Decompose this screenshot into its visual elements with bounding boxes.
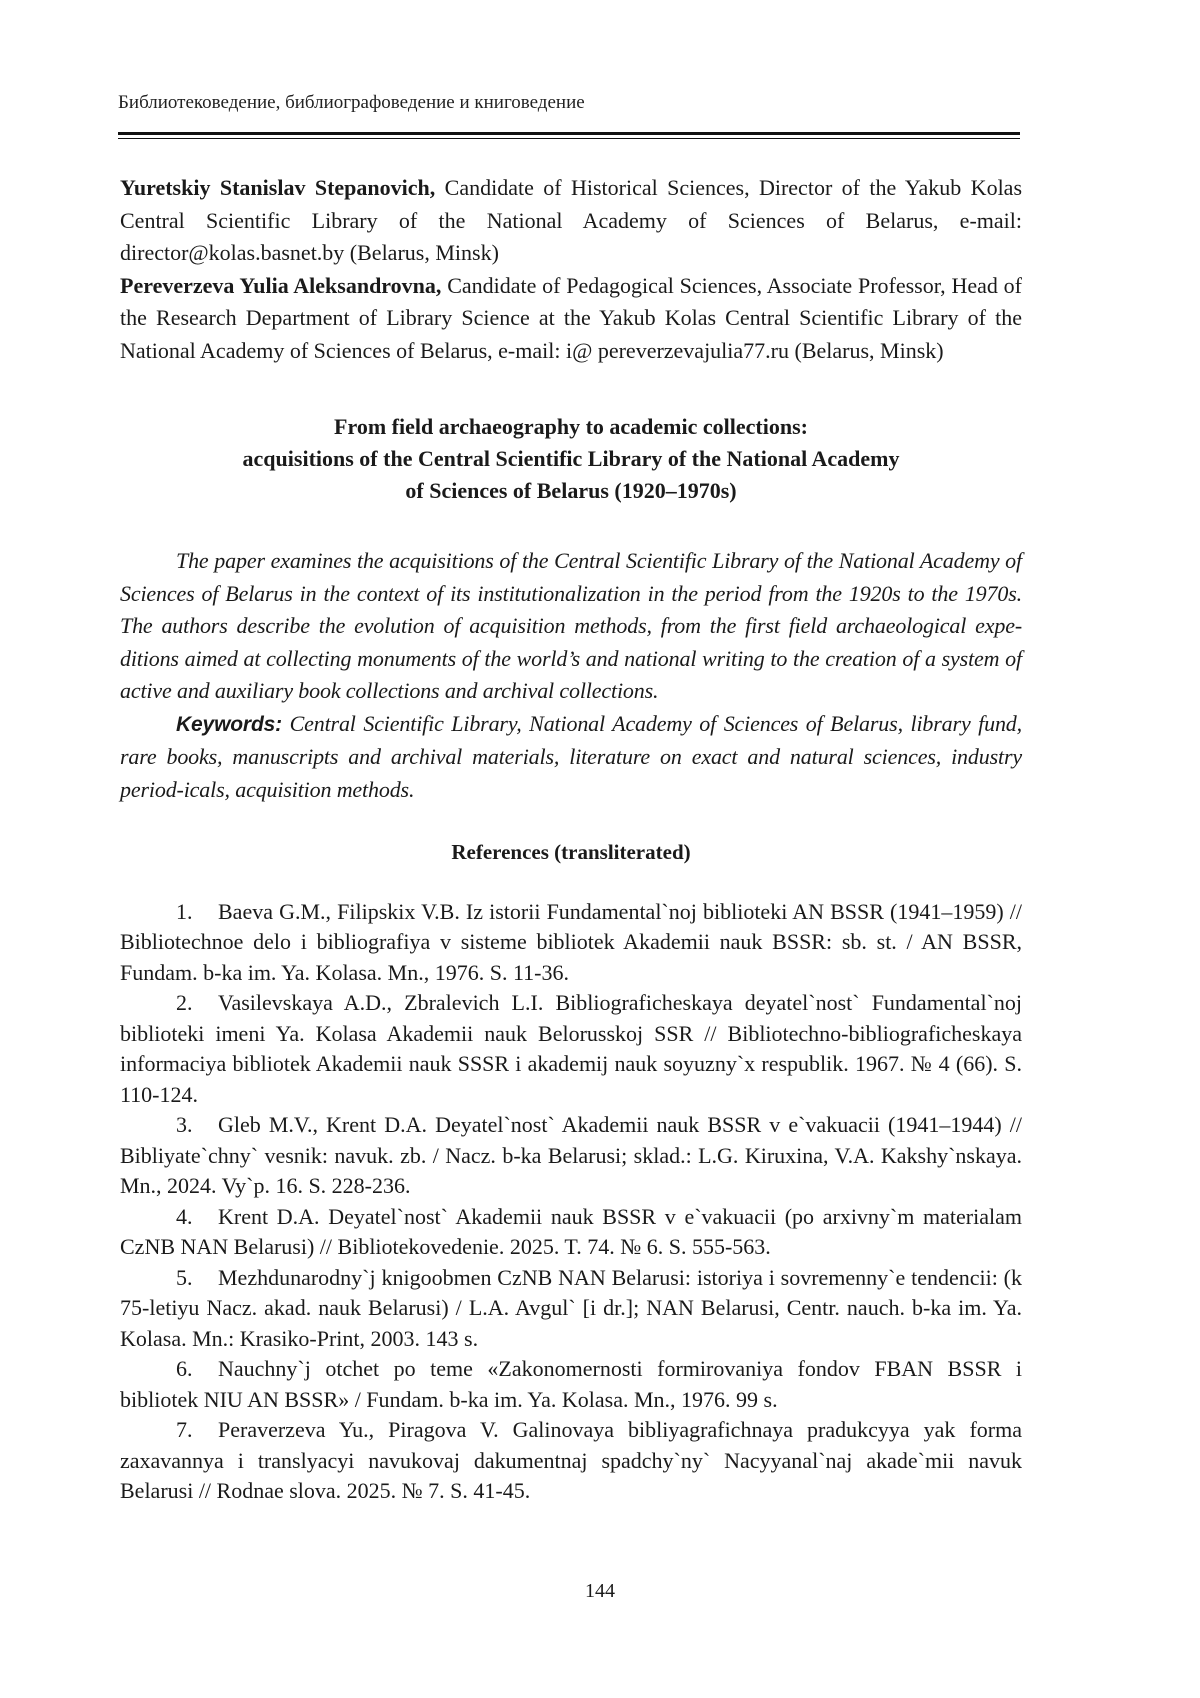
reference-text: Gleb M.V., Krent D.A. Deyatel`nost` Akademii nauk BSSR v e`vakuacii (1941–1944) // Bibliyate`chny` vesnik: navuk. zb. / Nacz. b-ka Belarusi; sklad.: L.G. Kiruxina, V.A. Kakshy`nskaya. Mn., 2024. Vy`p. 16. S. 228-236. bbox=[120, 1112, 1022, 1198]
reference-text: Vasilevskaya A.D., Zbralevich L.I. Bibliograficheskaya deyatel`nost` Fundamental`noj biblioteki imeni Ya. Kolasa Akademii nauk Belorusskoj SSR // Bibliotechno-bibliograficheskaya informaciya bibliotek Akademii nauk SSSR i akademij nauk soyuzny`x respublik. 1967. № 4 (66). S. 110-124. bbox=[120, 990, 1022, 1107]
header-rule-thin bbox=[118, 138, 1020, 139]
reference-text: Nauchny`j otchet po teme «Zakonomernosti formirovaniya fondov FBAN BSSR i bibliotek NIU AN BSSR» / Fundam. b-ka im. Ya. Kolasa. Mn., 1976. 99 s. bbox=[120, 1356, 1022, 1412]
main-content bbox=[120, 172, 1022, 1507]
references-heading: References (transliterated) bbox=[451, 840, 691, 864]
reference-number: 6. bbox=[176, 1356, 193, 1381]
title-line: acquisitions of the Central Scientific Library of the National Academy bbox=[242, 446, 900, 471]
author-entry bbox=[120, 270, 1022, 368]
author-entry bbox=[120, 172, 1022, 270]
reference-item bbox=[120, 1415, 1022, 1507]
abstract: The paper examines the acquisitions of the Central Scientific Library of the National Academy of Sciences of Belarus in the context of its institutionalization in the period from the 1920s to the 1970s. The authors describe the evolution of acquisition methods, from the first field archaeological expe-ditions aimed at collecting monuments of the world’s and national writing to the creation of a system of active and auxiliary book collections and archival collections. bbox=[120, 548, 1022, 703]
reference-number: 4. bbox=[176, 1203, 193, 1229]
header-rule-thick bbox=[118, 132, 1020, 135]
reference-text: Baeva G.M., Filipskix V.B. Iz istorii Fundamental`noj biblioteki AN BSSR (1941–1959) // Bibliotechnoe delo i bibliografiya v sisteme bibliotek Akademii nauk BSSR: sb. st. / AN BSSR, Fundam. b-ka im. Ya. Kolasa. Mn., 1976. S. 11-36. bbox=[120, 898, 1022, 985]
reference-number: 2. bbox=[176, 990, 193, 1015]
references-list bbox=[120, 897, 1022, 1507]
reference-item bbox=[120, 1110, 1022, 1202]
article-title bbox=[120, 411, 1022, 507]
reference-number: 7. bbox=[176, 1417, 193, 1442]
reference-number: 1. bbox=[176, 898, 193, 924]
reference-number: 5. bbox=[176, 1264, 193, 1290]
page-number: 144 bbox=[585, 1580, 615, 1602]
title-line: of Sciences of Belarus (1920–1970s) bbox=[405, 478, 737, 503]
reference-item bbox=[120, 988, 1022, 1110]
reference-item bbox=[120, 1354, 1022, 1415]
running-header: Библиотековедение, библиографоведение и книговедение bbox=[118, 92, 585, 113]
author-name: Yuretskiy Stanislav Stepanovich, bbox=[120, 175, 436, 200]
reference-text: Peraverzeva Yu., Piragova V. Galinovaya bibliyagrafichnaya pradukcyya yak forma zaxavannya i translyacyi navukovaj dakumentnaj spadchy`ny` Nacyyanal`naj akade`mii navuk Belarusi // Rodnae slova. 2025. № 7. S. 41-45. bbox=[120, 1417, 1022, 1503]
reference-item bbox=[120, 1263, 1022, 1355]
reference-item bbox=[120, 897, 1022, 989]
keywords-label: Keywords: bbox=[176, 712, 283, 736]
reference-number: 3. bbox=[176, 1112, 193, 1137]
title-line: From field archaeography to academic collections: bbox=[334, 414, 808, 439]
author-name: Pereverzeva Yulia Aleksandrovna, bbox=[120, 272, 442, 298]
author-details: Candidate of Historical Sciences, Director of the Yakub Kolas Central Scientific Library of the National Academy of Sciences of Belarus, e-mail: director@kolas.basnet.by (Belarus, Minsk) bbox=[120, 175, 1023, 265]
keywords bbox=[120, 708, 1022, 807]
keywords-text: Central Scientific Library, National Academy of Sciences of Belarus, library fund, rare books, manuscripts and archival materials, literature on exact and natural sciences, industry period-icals, acquisition methods. bbox=[120, 710, 1022, 802]
reference-item bbox=[120, 1202, 1022, 1263]
author-details: Candidate of Pedagogical Sciences, Associate Professor, Head of the Research Department of Library Science at the Yakub Kolas Central Scientific Library of the National Academy of Sciences of Belarus, e-mail: i@ pereverzevajulia77.ru (Belarus, Minsk) bbox=[120, 272, 1022, 363]
reference-text: Mezhdunarodny`j knigoobmen CzNB NAN Belarusi: istoriya i sovremenny`e tendencii: (k 75-letiyu Nacz. akad. nauk Belarusi) / L.A. Avgul` [i dr.]; NAN Belarusi, Centr. nauch. b-ka im. Ya. Kolasa. Mn.: Krasiko-Print, 2003. 143 s. bbox=[120, 1264, 1022, 1351]
reference-text: Krent D.A. Deyatel`nost` Akademii nauk BSSR v e`vakuacii (po arxivny`m materialam CzNB NAN Belarusi) // Bibliotekovedenie. 2025. T. 74. № 6. S. 555-563. bbox=[120, 1203, 1022, 1259]
